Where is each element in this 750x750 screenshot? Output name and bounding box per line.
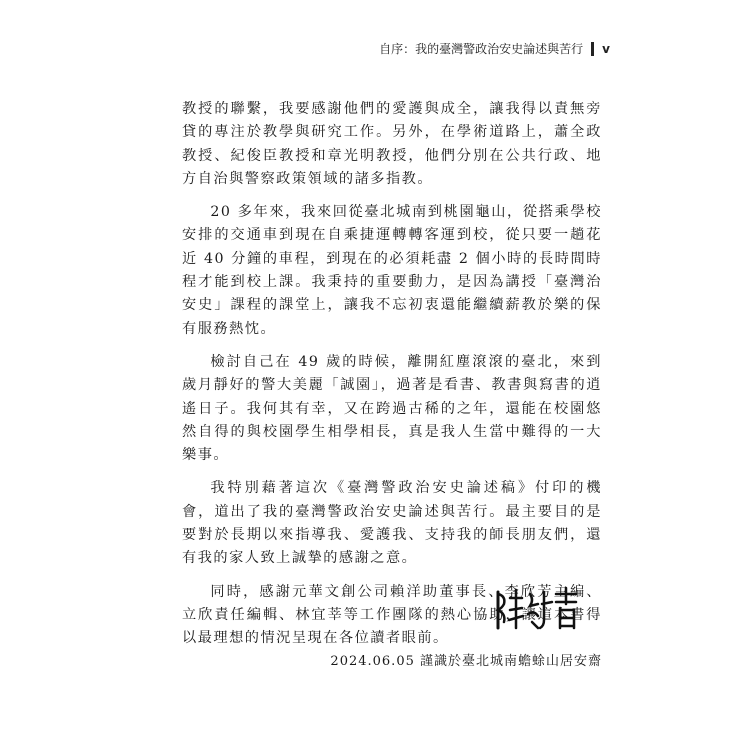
handwritten-signature [492, 584, 582, 634]
dateline: 2024.06.05 謹識於臺北城南蟾蜍山居安齋 [330, 654, 602, 669]
page-number: v [602, 41, 610, 56]
paragraph-4: 我特別藉著這次《臺灣警政治安史論述稿》付印的機會，道出了我的臺灣警政治安史論述與苦行。最主要目的是要對於長期以來指導我、愛護我、支持我的師長朋友們，還有我的家人致上誠摯的感謝之意。 [182, 480, 602, 567]
preface-body [182, 98, 602, 661]
header-title: 自序：我的臺灣警政治安史論述與苦行 [379, 42, 584, 56]
paragraph-2: 20 多年來，我來回從臺北城南到桃園龜山，從搭乘學校安排的交通車到現在自乘捷運轉轉客運到校，從只要一趟花近 40 分鐘的車程，到現在的必須耗盡 2 個小時的長時間時程才能到校上課。我秉持的重要動力，是因為講授「臺灣治安史」課程的課堂上，讓我不忘初衷還能繼續薪教於樂的保有服務熱忱。 [182, 204, 602, 337]
paragraph-3: 檢討自己在 49 歲的時候，離開紅塵滾滾的臺北，來到歲月靜好的警大美麗「誠園」，過著是看書、教書與寫書的逍遙日子。我何其有幸，又在跨過古稀的之年，還能在校園悠然自得的與校園學生相學相長，真是我人生當中難得的一大樂事。 [182, 353, 602, 464]
paragraph-5: 同時，感謝元華文創公司賴洋助董事長、李欣芳主編、立欣責任編輯、林宜莘等工作團隊的熱心協助，讓這本書得以最理想的情況呈現在各位讀者眼前。 [182, 583, 602, 647]
header-divider [591, 42, 594, 56]
paragraph-1: 教授的聯繫，我要感謝他們的愛護與成全，讓我得以責無旁貸的專注於教學與研究工作。另外，在學術道路上，蕭全政教授、紀俊臣教授和章光明教授，他們分別在公共行政、地方自治與警察政策領域的諸多指教。 [182, 101, 602, 187]
running-header [379, 40, 610, 57]
